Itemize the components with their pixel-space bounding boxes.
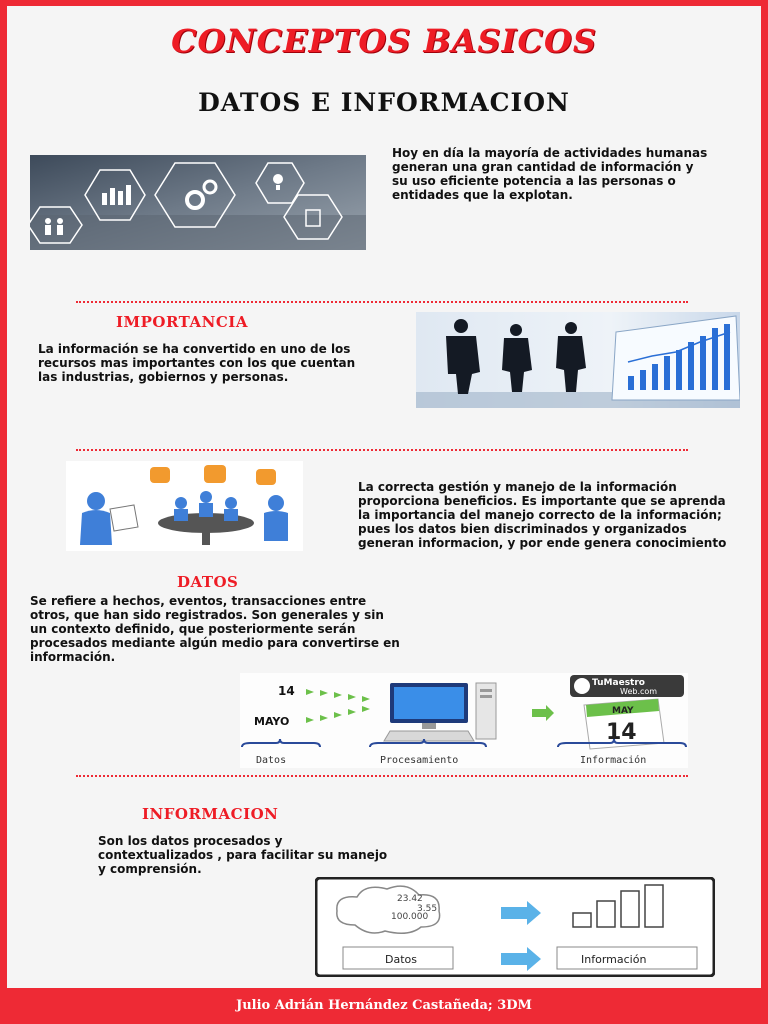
importancia-heading: IMPORTANCIA — [116, 313, 248, 331]
tumaestro-logo — [570, 675, 684, 697]
svg-text:MAY: MAY — [612, 706, 634, 716]
section-divider — [76, 775, 688, 777]
svg-text:14: 14 — [606, 720, 637, 745]
section-divider — [76, 301, 688, 303]
frame-right-border — [761, 0, 768, 1024]
datos-informacion-diagram — [315, 877, 715, 977]
diagram-month: MAYO — [254, 715, 290, 728]
diagram-day-number: 14 — [278, 684, 295, 698]
tech-icons-image — [30, 155, 366, 250]
importancia-text: La información se ha convertido en uno de los recursos mas importantes con los que cuentan las industrias, gobiernos y personas. — [38, 342, 356, 384]
frame-left-border — [0, 0, 7, 1024]
frame-top-border — [0, 0, 768, 6]
main-title: CONCEPTOS BASICOS — [171, 22, 597, 60]
diagram-label-informacion: Información — [580, 755, 647, 766]
svg-text:23.42: 23.42 — [397, 894, 423, 904]
datos-text: Se refiere a hechos, eventos, transacciones entre otros, que han sido registrados. Son generales y sin un contexto definido, que posteriormente serán procesados mediante algún medio para convertirse en información. — [30, 594, 400, 664]
svg-text:100.000: 100.000 — [391, 912, 429, 922]
informacion-heading: INFORMACION — [142, 805, 279, 823]
footer-author: Julio Adrián Hernández Castañeda; 3DM — [0, 988, 768, 1024]
section-divider — [76, 449, 688, 451]
diagram2-label-informacion: Información — [581, 953, 647, 966]
computer-icon — [384, 683, 496, 741]
data-processing-diagram — [240, 673, 688, 768]
svg-text:3.55: 3.55 — [417, 904, 438, 914]
svg-text:Web.com: Web.com — [620, 687, 658, 696]
page-subtitle: DATOS E INFORMACION — [198, 88, 570, 117]
intro-text: Hoy en día la mayoría de actividades humanas generan una gran cantidad de información y su uso eficiente potencia a las personas o entidades que la explotan. — [392, 146, 708, 202]
diagram-label-datos: Datos — [256, 755, 287, 766]
business-people-image — [416, 312, 740, 408]
diagram-label-procesamiento: Procesamiento — [380, 755, 459, 766]
informacion-text: Son los datos procesados y contextualizados , para facilitar su manejo y comprensión. — [98, 834, 388, 876]
svg-text:TuMaestro: TuMaestro — [592, 678, 645, 688]
datos-heading: DATOS — [177, 573, 239, 591]
network-meeting-image — [66, 461, 303, 551]
calendar-icon — [584, 699, 664, 749]
diagram2-label-datos: Datos — [385, 953, 417, 966]
importancia-benefits-text: La correcta gestión y manejo de la información proporciona beneficios. Es importante que se aprenda la importancia del manejo correcto de la información; pues los datos bien discriminados y organizados generan informacion, y por ende genera conocimiento — [358, 480, 727, 550]
